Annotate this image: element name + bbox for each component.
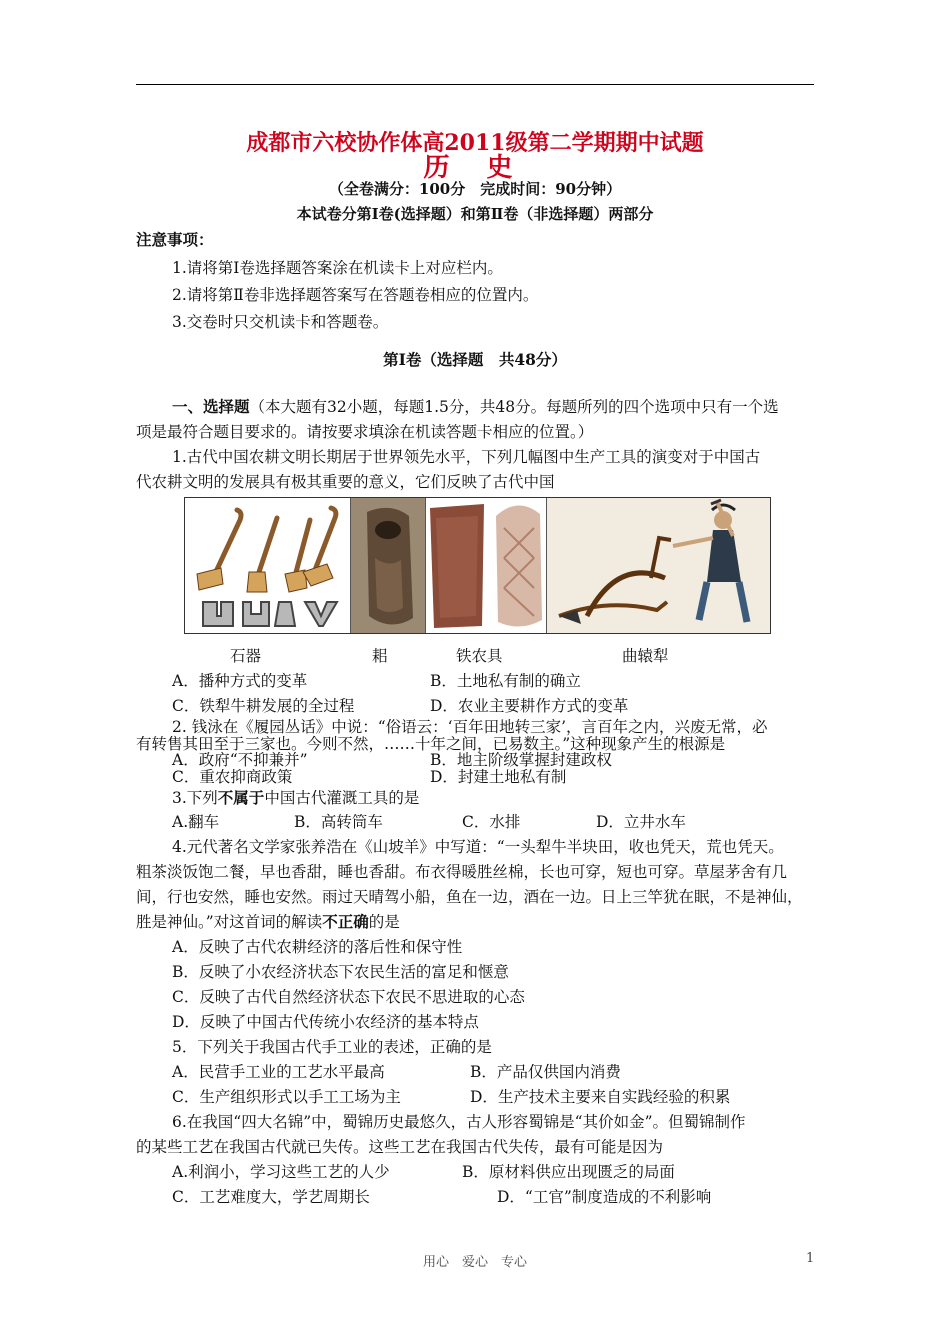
parts-info: 本试卷分第Ⅰ卷(选择题）和第Ⅱ卷（非选择题）两部分 [296, 205, 654, 223]
note-item: 3.交卷时只交机读卡和答题卷。 [172, 313, 389, 331]
q2-option-b: B．地主阶级掌握封建政权 [430, 751, 612, 769]
q3-option-a: A.翻车 [172, 813, 220, 831]
q4-stem-line4 [136, 910, 400, 932]
q5-stem: 5．下列关于我国古代手工业的表述，正确的是 [172, 1038, 492, 1056]
q2-option-a: A．政府“不抑兼并” [172, 751, 308, 769]
q3-option-d: D．立井水车 [596, 813, 686, 831]
q6-option-c: C．工艺难度大，学艺周期长 [172, 1188, 370, 1206]
section-title: 第Ⅰ卷（选择题 共48分） [383, 350, 567, 369]
q6-option-a: A.利润小，学习这些工艺的人少 [172, 1163, 390, 1181]
section-intro-line1 [172, 395, 779, 417]
q3-stem-pre: 3.下列 [172, 789, 218, 807]
q3-stem [172, 786, 419, 808]
q3-option-b: B．高转筒车 [294, 813, 383, 831]
q6-option-b: B．原材料供应出现匮乏的局面 [462, 1163, 675, 1181]
q2-stem: 2. 钱泳在《履园丛话》中说：“俗语云：‘百年田地转三家’，言百年之内，兴废无常，必 [172, 718, 768, 736]
iron-tools-image [426, 498, 547, 633]
q4-stem-post: 的是 [368, 913, 400, 931]
notes-heading: 注意事项： [136, 230, 214, 249]
si-plough-image [351, 498, 426, 633]
section-intro-label: 一、选择题 [172, 397, 250, 416]
q3-stem-post: 中国古代灌溉工具的是 [264, 789, 420, 807]
subject-title: 历 史 [423, 153, 527, 183]
q1-stem-cont: 代农耕文明的发展具有极其重要的意义，它们反映了古代中国 [136, 473, 555, 491]
caption-iron-tools: 铁农具 [456, 647, 503, 665]
q6-stem: 6.在我国“四大名锦”中，蜀锦历史最悠久，古人形容蜀锦是“其价如金”。但蜀锦制作 [172, 1113, 746, 1131]
q4-stem-line3: 间，行也安然，睡也安然。雨过天晴驾小船，鱼在一边，酒在一边。日上三竿犹在眠，不是神仙， [136, 888, 803, 906]
section-intro-text: （本大题有32小题，每题1.5分，共48分。每题所列的四个选项中只有一个选 [249, 398, 779, 416]
q5-option-a: A．民营手工业的工艺水平最高 [172, 1063, 385, 1081]
q4-stem-pre: 胜是神仙。”对这首词的解读 [136, 913, 323, 931]
q2-stem-cont: 有转售其田至于三家也。今则不然，……十年之间，已易数主。”这种现象产生的根源是 [136, 735, 726, 753]
q5-option-c: C．生产组织形式以手工工场为主 [172, 1088, 401, 1106]
q2-option-c: C．重农抑商政策 [172, 768, 293, 786]
caption-si: 耜 [372, 647, 388, 665]
q5-option-b: B．产品仅供国内消费 [470, 1063, 621, 1081]
q3-option-c: C．水排 [462, 813, 521, 831]
q1-option-d: D．农业主要耕作方式的变革 [430, 697, 629, 715]
farming-tools-figure [184, 497, 771, 634]
q1-option-c: C．铁犁牛耕发展的全过程 [172, 697, 355, 715]
page-number: 1 [806, 1251, 815, 1266]
q6-option-d: D．“工官”制度造成的不利影响 [497, 1188, 712, 1206]
caption-curved-plough: 曲辕犁 [622, 647, 669, 665]
q2-option-d: D．封建土地私有制 [430, 768, 567, 786]
stone-tools-image [185, 498, 351, 633]
q6-stem-cont: 的某些工艺在我国古代就已失传。这些工艺在我国古代失传，最有可能是因为 [136, 1138, 664, 1156]
note-item: 1.请将第Ⅰ卷选择题答案涂在机读卡上对应栏内。 [172, 259, 503, 277]
q4-stem-emphasis: 不正确 [322, 912, 369, 931]
exam-title: 成都市六校协作体高2011级第二学期期中试题 [246, 130, 704, 156]
q5-option-d: D．生产技术主要来自实践经验的积累 [470, 1088, 731, 1106]
top-rule [136, 84, 814, 85]
score-time: （全卷满分：100分 完成时间：90分钟） [328, 180, 622, 198]
caption-stone-tools: 石器 [230, 647, 262, 665]
section-intro-line2: 项是最符合题目要求的。请按要求填涂在机读答题卡相应的位置。） [136, 423, 594, 441]
footer-motto: 用心 爱心 专心 [422, 1255, 527, 1270]
note-item: 2.请将第Ⅱ卷非选择题答案写在答题卷相应的位置内。 [172, 286, 539, 304]
q4-option-b: B．反映了小农经济状态下农民生活的富足和惬意 [172, 963, 509, 981]
q1-option-b: B．土地私有制的确立 [430, 672, 581, 690]
curved-plough-image [547, 498, 770, 633]
q4-stem: 4.元代著名文学家张养浩在《山坡羊》中写道：“一头犁牛半块田，收也凭天，荒也凭天。 [172, 838, 784, 856]
q4-option-c: C．反映了古代自然经济状态下农民不思进取的心态 [172, 988, 525, 1006]
q4-option-a: A．反映了古代农耕经济的落后性和保守性 [172, 938, 463, 956]
q1-stem: 1.古代中国农耕文明长期居于世界领先水平，下列几幅图中生产工具的演变对于中国古 [172, 448, 761, 466]
q1-option-a: A．播种方式的变革 [172, 672, 308, 690]
q4-option-d: D．反映了中国古代传统小农经济的基本特点 [172, 1013, 479, 1031]
q3-stem-emphasis: 不属于 [217, 788, 265, 807]
q4-stem-line2: 粗茶淡饭饱二餐，早也香甜，睡也香甜。布衣得暖胜丝棉，长也可穿，短也可穿。草屋茅舍有几 [136, 863, 788, 881]
